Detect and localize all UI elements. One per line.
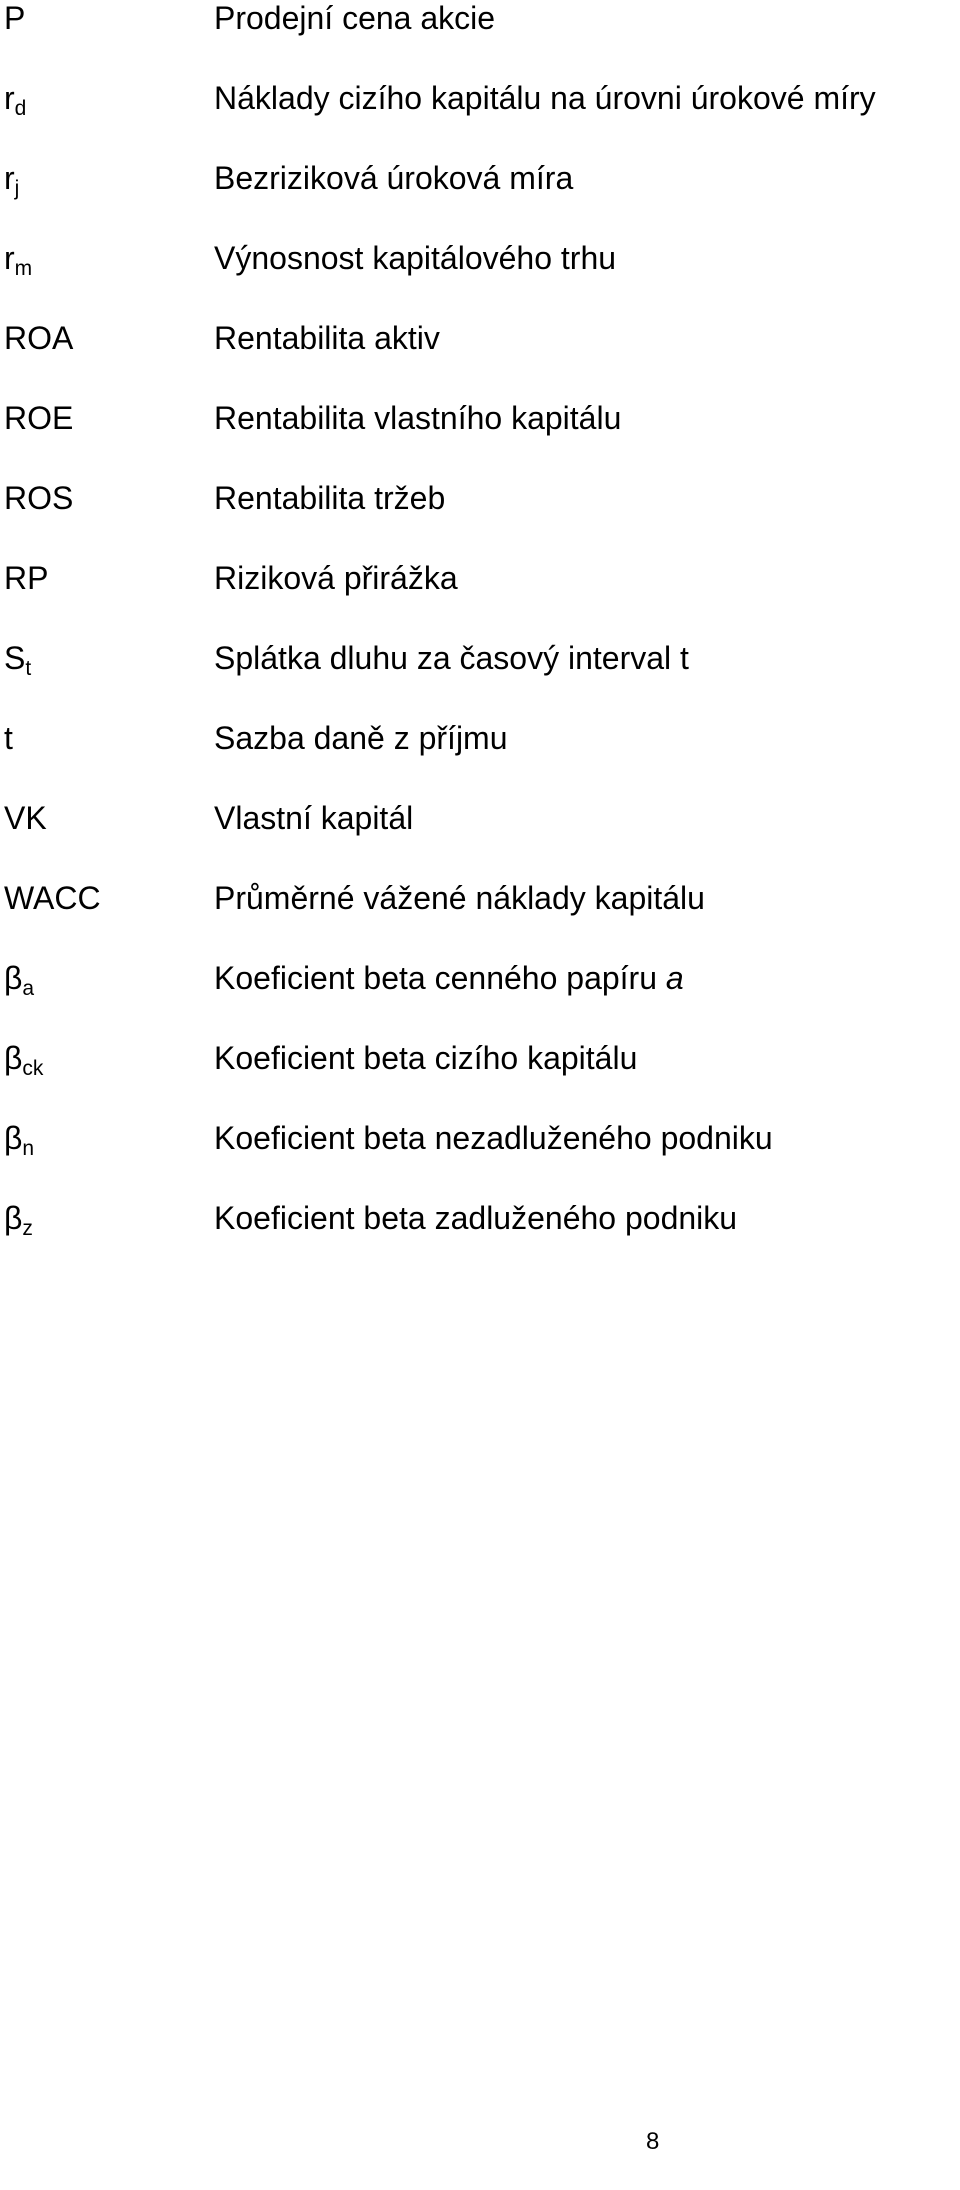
abbreviation-symbol: $S_t$ xyxy=(4,640,32,680)
abbreviation-row-ros xyxy=(0,480,960,560)
abbreviation-symbol: $\beta_n$ xyxy=(4,1120,35,1160)
abbreviation-definition: Koeficient beta cizího kapitálu xyxy=(214,1040,638,1076)
abbreviation-symbol: $r_j$ xyxy=(4,160,20,200)
abbreviation-definition: Náklady cizího kapitálu na úrovni úrokové míry xyxy=(214,80,876,116)
italic-variable: a xyxy=(665,960,684,996)
abbreviation-row-p xyxy=(0,0,960,80)
abbreviation-symbol: $r_m$ xyxy=(4,240,33,280)
abbreviation-symbol: P xyxy=(4,0,26,36)
abbreviation-row-beta-ck xyxy=(0,1040,960,1120)
abbreviation-row-rj xyxy=(0,160,960,240)
abbreviation-row-roe xyxy=(0,400,960,480)
abbreviation-symbol: $\beta_z$ xyxy=(4,1200,33,1240)
abbreviation-row-beta-n xyxy=(0,1120,960,1200)
abbreviation-row-vk xyxy=(0,800,960,880)
abbreviation-definition: Koeficient beta zadluženého podniku xyxy=(214,1200,738,1236)
abbreviation-row-st xyxy=(0,640,960,720)
abbreviation-row-roa xyxy=(0,320,960,400)
abbreviation-symbol: ROS xyxy=(4,480,74,516)
abbreviation-symbol: $r_d$ xyxy=(4,80,27,120)
page-number: 8 xyxy=(646,2128,660,2155)
abbreviation-symbol: RP xyxy=(4,560,49,596)
abbreviation-symbol: WACC xyxy=(4,880,101,916)
abbreviation-definition: Prodejní cena akcie xyxy=(214,0,496,36)
abbreviation-symbol: ROA xyxy=(4,320,74,356)
abbreviation-definition: Průměrné vážené náklady kapitálu xyxy=(214,880,705,916)
abbreviation-definition: Výnosnost kapitálového trhu xyxy=(214,240,617,276)
abbreviation-definition: Koeficient beta cenného papíru a xyxy=(214,960,684,996)
abbreviation-symbol: t xyxy=(4,720,13,756)
abbreviation-symbol: ROE xyxy=(4,400,74,436)
abbreviation-row-rp xyxy=(0,560,960,640)
abbreviation-definition: Riziková přirážka xyxy=(214,560,458,596)
abbreviation-row-rd xyxy=(0,80,960,160)
abbreviation-definition: Koeficient beta nezadluženého podniku xyxy=(214,1120,773,1156)
abbreviation-symbol: VK xyxy=(4,800,47,836)
abbreviation-row-t xyxy=(0,720,960,800)
abbreviation-row-rm xyxy=(0,240,960,320)
abbreviation-definition: Bezriziková úroková míra xyxy=(214,160,574,196)
abbreviation-row-beta-a xyxy=(0,960,960,1040)
abbreviation-definition: Rentabilita vlastního kapitálu xyxy=(214,400,622,436)
abbreviation-definition: Rentabilita aktiv xyxy=(214,320,440,356)
abbreviation-definition: Vlastní kapitál xyxy=(214,800,414,836)
abbreviation-row-wacc xyxy=(0,880,960,960)
abbreviation-definition: Sazba daně z příjmu xyxy=(214,720,508,756)
abbreviation-row-beta-z xyxy=(0,1200,960,1280)
abbreviation-definition: Rentabilita tržeb xyxy=(214,480,446,516)
abbreviation-definition: Splátka dluhu za časový interval t xyxy=(214,640,689,676)
abbreviation-symbol: $\beta_a$ xyxy=(4,960,35,1000)
abbreviation-symbol: $\beta_{ck}$ xyxy=(4,1040,44,1080)
